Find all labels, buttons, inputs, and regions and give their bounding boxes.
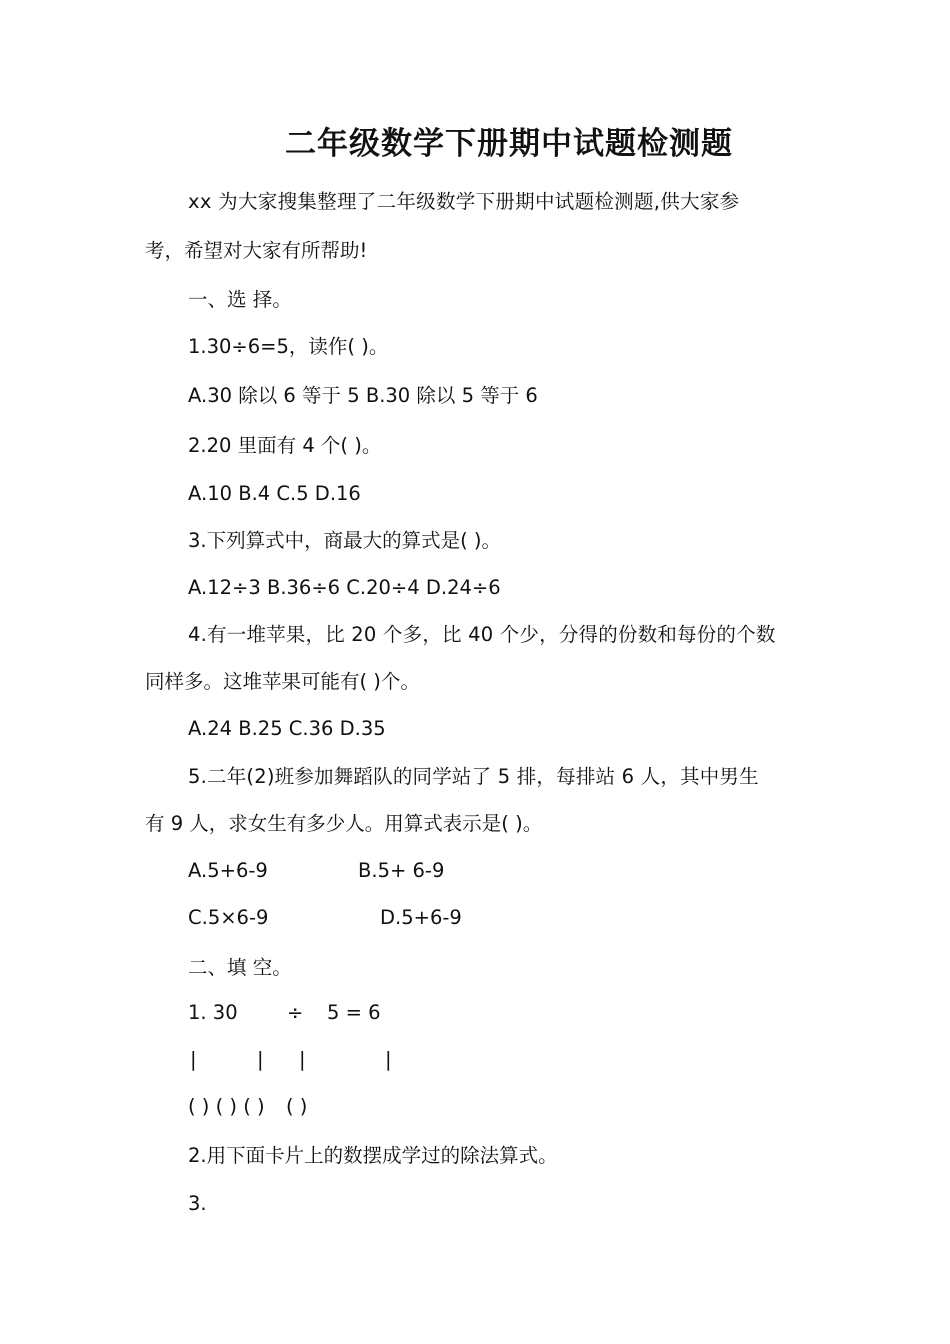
question-3: 3.下列算式中，商最大的算式是( )。 — [188, 529, 502, 552]
pipe-mark-2: | — [257, 1048, 264, 1071]
fill-1-blank-last: ( ) — [286, 1095, 308, 1118]
fill-1-blank-group: ( ) ( ) ( ) — [188, 1095, 265, 1118]
question-5-option-b: B.5+ 6-9 — [358, 859, 445, 882]
fill-3: 3. — [188, 1192, 207, 1215]
pipe-mark-3: | — [299, 1048, 306, 1071]
question-4-line-2: 同样多。这堆苹果可能有( )个。 — [145, 670, 420, 693]
fill-1-divisor-quotient: 5 = 6 — [327, 1001, 381, 1024]
question-3-options: A.12÷3 B.36÷6 C.20÷4 D.24÷6 — [188, 576, 501, 599]
question-2-options: A.10 B.4 C.5 D.16 — [188, 482, 361, 505]
question-5-option-c: C.5×6-9 — [188, 906, 269, 929]
question-1: 1.30÷6=5，读作( )。 — [188, 335, 389, 358]
question-5-option-a: A.5+6-9 — [188, 859, 268, 882]
question-4-line-1: 4.有一堆苹果，比 20 个多，比 40 个少，分得的份数和每份的个数 — [188, 623, 776, 646]
fill-1-divide-sign: ÷ — [287, 1001, 304, 1024]
section-heading-choice: 一、选 择。 — [188, 288, 292, 311]
pipe-mark-4: | — [385, 1048, 392, 1071]
question-1-options: A.30 除以 6 等于 5 B.30 除以 5 等于 6 — [188, 384, 538, 407]
fill-2: 2.用下面卡片上的数摆成学过的除法算式。 — [188, 1144, 558, 1167]
document-title: 二年级数学下册期中试题检测题 — [285, 126, 733, 162]
question-5-line-1: 5.二年(2)班参加舞蹈队的同学站了 5 排，每排站 6 人，其中男生 — [188, 765, 759, 788]
intro-line-2: 考，希望对大家有所帮助! — [145, 239, 368, 262]
question-5-option-d: D.5+6-9 — [380, 906, 462, 929]
fill-1-dividend: 1. 30 — [188, 1001, 238, 1024]
pipe-mark-1: | — [190, 1048, 197, 1071]
question-2: 2.20 里面有 4 个( )。 — [188, 434, 382, 457]
section-heading-fill: 二、填 空。 — [188, 956, 292, 979]
intro-line-1: xx 为大家搜集整理了二年级数学下册期中试题检测题,供大家参 — [188, 190, 740, 213]
question-4-options: A.24 B.25 C.36 D.35 — [188, 717, 386, 740]
question-5-line-2: 有 9 人，求女生有多少人。用算式表示是( )。 — [145, 812, 543, 835]
